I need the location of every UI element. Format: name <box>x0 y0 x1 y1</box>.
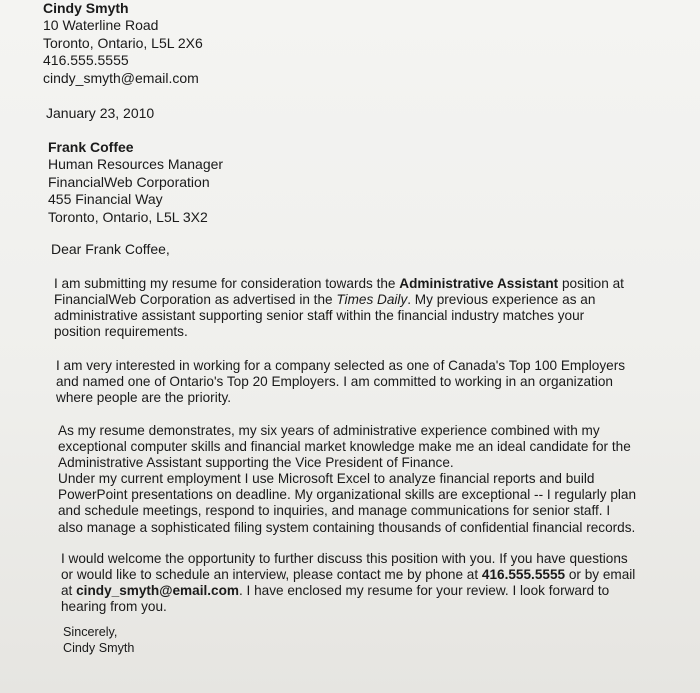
sender-city: Toronto, Ontario, L5L 2X6 <box>43 34 203 51</box>
sender-street: 10 Waterline Road <box>43 17 159 34</box>
paragraph-experience <box>58 423 636 536</box>
paragraph-line: and schedule meetings, respond to inquiries, and manage communications for senior staff. I <box>58 503 611 519</box>
letter-date: January 23, 2010 <box>46 105 155 121</box>
job-title-emphasis: Administrative Assistant <box>399 276 559 291</box>
text-run: . My previous experience as an <box>407 292 596 308</box>
text-run: FinancialWeb Corporation as advertised in the <box>54 292 337 308</box>
text-run: at <box>61 583 77 599</box>
sender-block <box>43 0 203 87</box>
phone-emphasis: 416.555.5555 <box>481 567 566 583</box>
text-run: I am submitting my resume for consideration towards the <box>54 276 400 291</box>
email-emphasis: cindy_smyth@email.com <box>76 583 239 599</box>
paragraph-line: I am very interested in working for a company selected as one of Canada's Top 100 Employers <box>56 358 626 373</box>
sender-email: cindy_smyth@email.com <box>43 69 199 86</box>
paragraph-line: and named one of Ontario's Top 20 Employers. I am committed to working in an organization <box>56 374 613 390</box>
paragraph-line <box>61 567 635 583</box>
paragraph-line <box>54 276 624 292</box>
paragraph-line: As my resume demonstrates, my six years of administrative experience combined with my <box>58 423 600 438</box>
paragraph-line: Under my current employment I use Microsoft Excel to analyze financial reports and build <box>58 471 595 487</box>
paragraph-line: exceptional computer skills and financial market knowledge make me an ideal candidate for the <box>58 439 631 455</box>
paragraph-line: position requirements. <box>54 324 188 340</box>
paragraph-line: PowerPoint presentations on deadline. My organizational skills are exceptional -- I regularly plan <box>58 487 637 503</box>
text-run: . I have enclosed my resume for your review. I look forward to <box>238 583 610 599</box>
paragraph-intro <box>54 276 624 340</box>
recipient-street: 455 Financial Way <box>48 191 163 208</box>
text-run: position at <box>558 276 624 291</box>
paragraph-line <box>54 292 624 308</box>
closing-block <box>63 624 134 656</box>
paragraph-contact <box>61 551 635 615</box>
sender-name: Cindy Smyth <box>43 0 129 16</box>
recipient-title: Human Resources Manager <box>48 156 224 173</box>
text-run: or by email <box>565 567 636 583</box>
recipient-name: Frank Coffee <box>48 139 134 155</box>
paragraph-line <box>61 583 635 599</box>
salutation: Dear Frank Coffee, <box>51 241 170 257</box>
paragraph-line: Administrative Assistant supporting the Vice President of Finance. <box>58 455 454 471</box>
recipient-company: FinancialWeb Corporation <box>48 173 210 190</box>
paragraph-line: administrative assistant supporting senior staff within the financial industry matches your <box>54 308 585 324</box>
closing: Sincerely, <box>63 625 118 639</box>
paragraph-line: also manage a sophisticated filing system containing thousands of confidential financial records. <box>58 519 636 535</box>
paragraph-line: hearing from you. <box>61 599 167 615</box>
recipient-block <box>48 139 223 226</box>
paragraph-line: where people are the priority. <box>56 390 232 406</box>
paragraph-interest <box>56 358 625 406</box>
paragraph-line: I would welcome the opportunity to further discuss this position with you. If you have questions <box>61 551 628 566</box>
publication-name: Times Daily <box>336 292 408 308</box>
signature-name: Cindy Smyth <box>63 641 135 655</box>
text-run: or would like to schedule an interview, please contact me by phone at <box>61 567 482 583</box>
recipient-city: Toronto, Ontario, L5L 3X2 <box>48 208 208 225</box>
sender-phone: 416.555.5555 <box>43 52 129 69</box>
